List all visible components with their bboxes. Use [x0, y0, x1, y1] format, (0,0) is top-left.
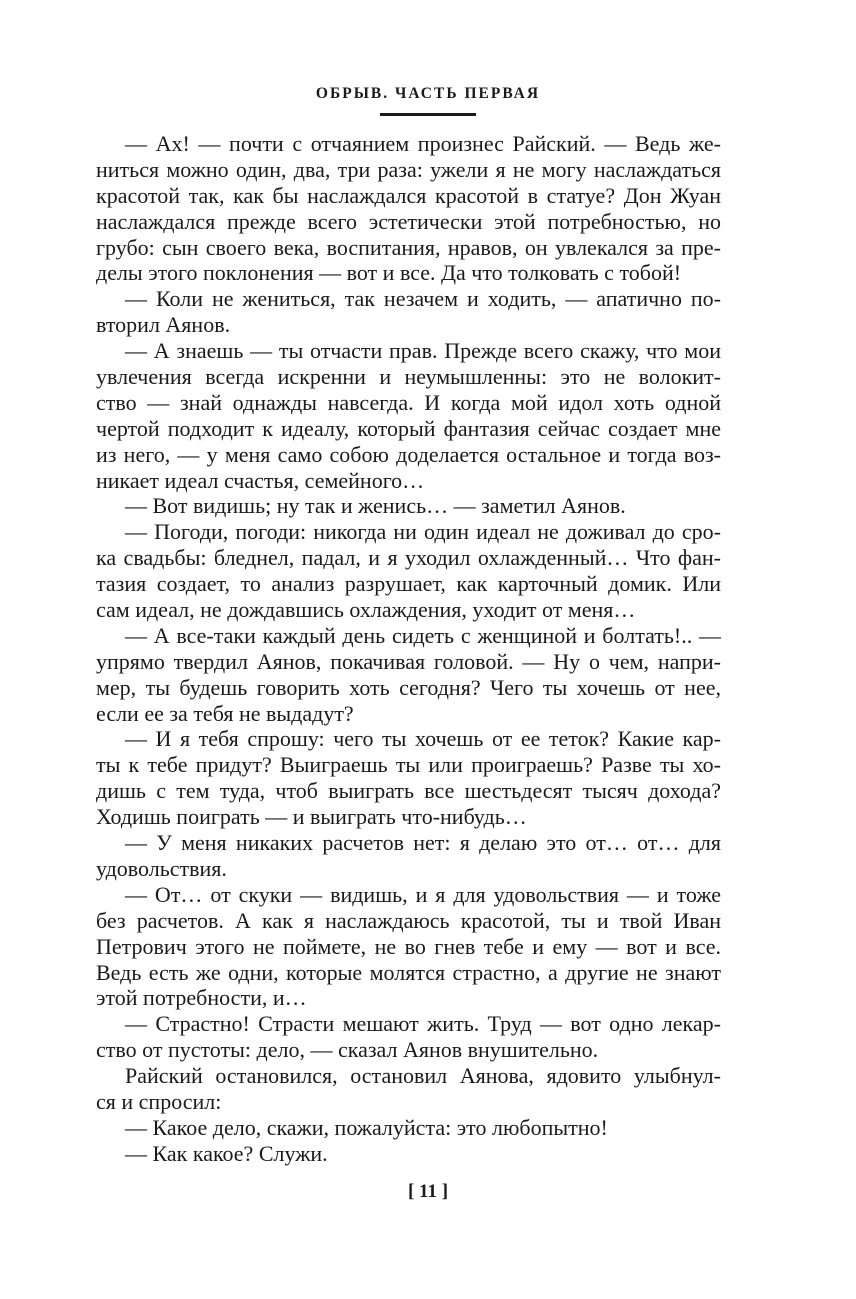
text-line: — Как какое? Служи. [125, 1140, 328, 1166]
text-line: удовольствия. [96, 855, 227, 881]
body-text [96, 131, 721, 1167]
text-line: без расчетов. А как я наслаждаюсь красотой, ты и твой Иван [96, 907, 721, 933]
text-line: сам идеал, не дождавшись охлаждения, уходит от меня… [96, 597, 636, 623]
text-line: ство от пустоты: дело, — сказал Аянов внушительно. [96, 1037, 599, 1063]
text-line: чертой подходит к идеалу, который фантазия сейчас создает мне [96, 415, 721, 441]
text-line: — Погоди, погоди: никогда ни один идеал не доживал до сро- [125, 519, 721, 545]
text-line: тазия создает, то анализ разрушает, как карточный домик. Или [96, 571, 721, 597]
text-line: Ведь есть же одни, которые молятся страстно, а другие не знают [96, 959, 721, 985]
text-line: — И я тебя спрошу: чего ты хочешь от ее теток? Какие кар- [125, 726, 721, 752]
header-rule [380, 113, 476, 116]
text-line: — Вот видишь; ну так и женись… — заметил Аянов. [125, 493, 626, 519]
text-line: — Какое дело, скажи, пожалуйста: это любопытно! [125, 1114, 608, 1140]
text-line: красотой так, как бы наслаждался красотой в статуе? Дон Жуан [96, 182, 721, 208]
text-line: наслаждался прежде всего эстетически этой потребностью, но [96, 208, 721, 234]
running-title: ОБРЫВ. ЧАСТЬ ПЕРВАЯ [315, 85, 541, 102]
text-line: никает идеал счастья, семейного… [96, 467, 425, 493]
text-line: — Коли не жениться, так незачем и ходить, — апатично по- [125, 286, 721, 312]
text-line: Райский остановился, остановил Аянова, ядовито улыбнул- [125, 1063, 721, 1089]
text-line: ство — знай однажды навсегда. И когда мой идол хоть одной [96, 389, 721, 415]
text-line: вторил Аянов. [96, 312, 231, 338]
text-line: — У меня никаких расчетов нет: я делаю это от… от… для [125, 830, 721, 856]
page-number: [ 11 ] [407, 1181, 449, 1202]
text-line: Ходишь поиграть — и выиграть что-нибудь… [96, 804, 527, 830]
text-line: — Страстно! Страсти мешают жить. Труд — вот одно лекар- [125, 1011, 721, 1037]
text-line: грубо: сын своего века, воспитания, нравов, он увлекался за пре- [96, 234, 721, 260]
text-line: дишь с тем туда, чтоб выиграть все шестьдесят тысяч дохода? [96, 778, 721, 804]
text-line: ты к тебе придут? Выиграешь ты или проиграешь? Разве ты хо- [96, 752, 721, 778]
text-line: Петрович этого не поймете, не во гнев тебе и ему — вот и все. [96, 933, 721, 959]
text-line: увлечения всегда искренни и неумышленны: это не волокит- [96, 364, 721, 390]
text-line: ниться можно один, два, три раза: ужели я не могу наслаждаться [96, 156, 721, 182]
text-line: упрямо твердил Аянов, покачивая головой. — Ну о чем, напри- [96, 648, 721, 674]
text-line: — От… от скуки — видишь, и я для удовольствия — и тоже [125, 881, 721, 907]
text-line: ся и спросил: [96, 1088, 222, 1114]
text-line: мер, ты будешь говорить хоть сегодня? Чего ты хочешь от нее, [96, 674, 721, 700]
text-line: — А знаешь — ты отчасти прав. Прежде всего скажу, что мои [125, 338, 721, 364]
text-line: — Ах! — почти с отчаянием произнес Райский. — Ведь же- [125, 131, 721, 156]
text-line: делы этого поклонения — вот и все. Да что толковать с тобой! [96, 260, 682, 286]
text-line: — А все-таки каждый день сидеть с женщиной и болтать!.. — [125, 622, 721, 648]
text-line: из него, — у меня само собою доделается остальное и тогда воз- [96, 441, 721, 467]
text-line: этой потребности, и… [96, 985, 307, 1011]
text-line: если ее за тебя не выдадут? [96, 700, 354, 726]
text-line: ка свадьбы: бледнел, падал, и я уходил охлажденный… Что фан- [96, 545, 721, 571]
